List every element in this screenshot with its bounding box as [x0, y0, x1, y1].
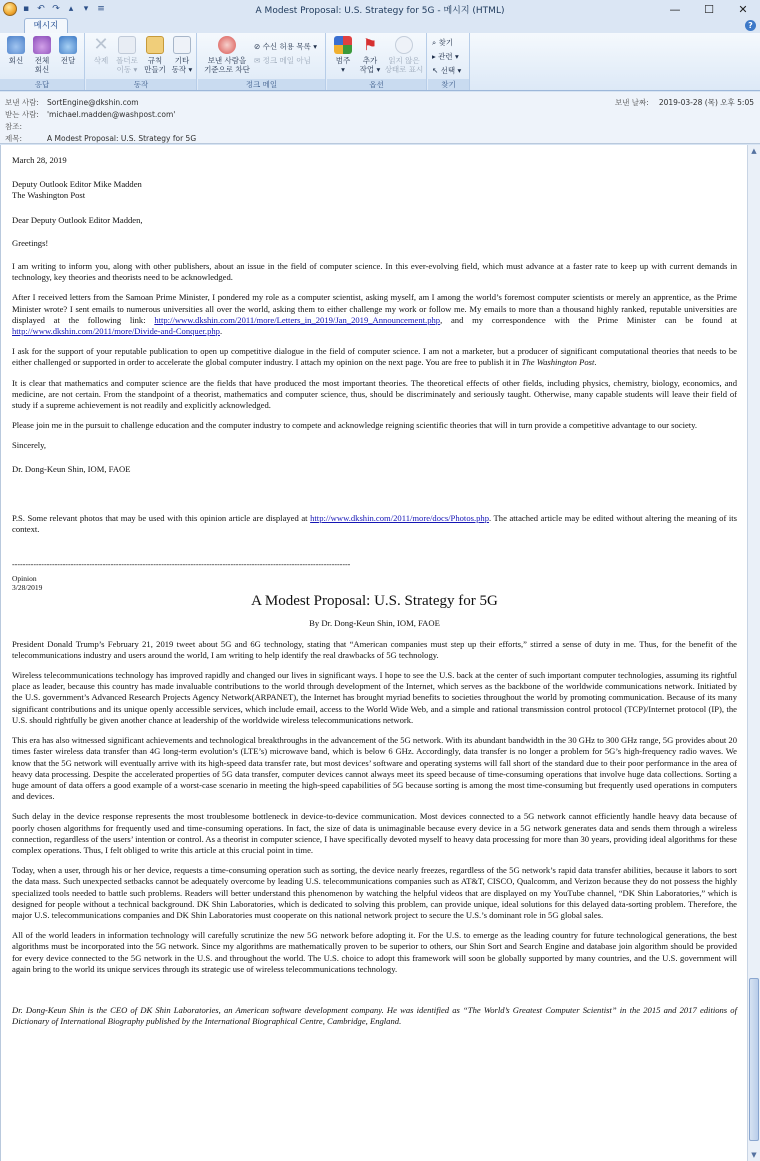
letter-paragraph: Please join me in the pursuit to challenge education and the computer industry to compete and acknowledge reigning scientific theories that will in turn provide a competitive advantage to our society. — [12, 420, 698, 431]
customize-icon[interactable]: ≡ — [97, 4, 105, 14]
from-value[interactable]: SortEngine@dkshin.com — [47, 98, 139, 107]
scroll-thumb[interactable] — [749, 978, 759, 1141]
other-actions-button[interactable]: 기타 동작 ▾ — [170, 36, 194, 74]
block-sender-button[interactable]: 보낸 사람을 기준으로 차단 — [201, 36, 253, 74]
message-header — [0, 92, 760, 144]
reply-icon — [7, 36, 25, 54]
article-paragraph: All of the world leaders in information technology will carefully scrutinize the new 5G network before adopting it. For the U.S. to emerge as the leading country for future technological generations, the best algorithms must be incorporated into the 5G network. Since my algorithms are mathematically proven to be superior to others, our Shin Sort and Search Engine and database join algorithm should be provided for every device connected to the 5G network in the U.S. and throughout the world. The U.S. choice to adopt this framework will soon be globally supported by many countries, and the U.S. government will again bring to the world its unique services through its strategic use of wireless telecommunications technology. — [12, 930, 737, 974]
categorize-button[interactable]: 범주 ▾ — [330, 36, 356, 74]
down-icon[interactable]: ▾ — [83, 4, 89, 14]
article-date: 3/28/2019 — [12, 583, 43, 593]
scroll-down-icon[interactable]: ▼ — [751, 1151, 757, 1159]
message-body[interactable] — [0, 145, 747, 1161]
group-respond — [0, 33, 85, 90]
group-junk — [198, 33, 326, 90]
letter-paragraph: It is clear that mathematics and computer science are the fields that have produced the most important theories. The theoretical effects of other fields, including physics, chemistry, biology, economics, and medicine, are not certain. From the standpoint of a theorist, mathematics and computer science, thus, should be discriminately and seriously taught. Otherwise, many capable students will leave their field of study if a supreme achievement is not readily and explicitly acknowledged. — [12, 377, 737, 411]
reply-all-icon — [33, 36, 51, 54]
group-find — [428, 33, 470, 90]
article-byline: By Dr. Dong-Keun Shin, IOM, FAOE — [309, 618, 440, 629]
delete-icon: ✕ — [93, 34, 109, 55]
help-icon[interactable]: ? — [745, 20, 756, 31]
article-paragraph: Today, when a user, through his or her device, requests a time-consuming operation such as sorting, the device nearly freezes, regardless of the 5G network’s rapid data transfer abilities, because it labors to sort the data mass. Such unexpected setbacks cannot be adequately overcome by leading U.S. telecommunications companies such as AT&T, CISCO, Qualcomm, and Verizon because they do not possess the highly specialized tools needed to battle such problems. Readers will better understand this phenomenon by watching the helpful videos that are displayed on my YouTube channel, “DK Shin Laboratories,” which is designed for people without a technical background. DK Shin Laboratories, which is dedicated to solving this problem, can provide unique, ideal solutions for this delayed data-sorting problem. Therefore, the major U.S. telecommunications companies and DK Shin Laboratories must cooperate on this national network project to secure the U.S.’s dominant role in 5G global sales. — [12, 865, 737, 920]
cc-row — [5, 121, 47, 132]
group-actions — [86, 33, 197, 90]
forward-button[interactable]: 전달 — [56, 36, 80, 65]
letter-postscript: P.S. Some relevant photos that may be used with this opinion article are displayed at http://www.dkshin.com/2011/more/docs/Photos.php. The attached article may be edited without altering the meaning of its context. — [12, 512, 737, 535]
find-button[interactable]: ⌕ 찾기 — [432, 38, 454, 47]
outlook-icon[interactable] — [3, 2, 17, 16]
article-section: Opinion — [12, 574, 37, 584]
letter-closing: Sincerely, — [12, 440, 47, 451]
to-value[interactable]: 'michael.madden@washpost.com' — [47, 110, 176, 119]
author-bio: Dr. Dong-Keun Shin is the CEO of DK Shin Laboratories, an American software development company. He was identified as “The World’s Greatest Computer Scientist” in the 2015 and 2017 editions of Dictionary of International Biography published by the International Biographical Centre, Cambridge, England. — [12, 1004, 737, 1027]
safe-list-icon: ⊘ — [254, 42, 263, 51]
group-label-actions: 동작 — [86, 79, 196, 90]
quick-access-toolbar — [0, 2, 107, 16]
ribbon — [0, 33, 760, 91]
move-to-folder-button[interactable]: 폴더로 이동 ▾ — [114, 36, 140, 74]
related-button[interactable]: ▸ 관련 ▾ — [432, 52, 459, 61]
mark-unread-button[interactable]: 읽지 않은 상태로 표시 — [384, 36, 424, 74]
letter-paragraph: After I received letters from the Samoan Prime Minister, I pondered my role as a computer scientist, asking myself, am I among the world’s foremost computer scientists or merely an apprentice, as the Prime Minister wrote? I sent emails to numerous universities all over the world, asking them to either challenge my work or follow me. My emails to more than a thousand highly ranked, reputable universities are displayed at the following link: http://www.dkshin.com/2011/more/Letters_in_2019/Jan_2019_Announcement.php, and my correspondence with the Prime Minister can be found at http://www.dkshin.com/2011/more/Divide-and-Conquer.php. — [12, 292, 737, 337]
sent-date — [615, 97, 754, 108]
group-label-options: 옵션 — [327, 79, 426, 90]
letter-paragraph: I ask for the support of your reputable publication to open up competitive dialogue in the field of computer science. I am not a marketer, but a producer of significant computational theories that needs to be either challenged or supported in order to accelerate the global computer industry. I attach my opinion on the next page. You are free to publish it in The Washington Post. — [12, 346, 737, 368]
save-icon[interactable]: ▪ — [22, 4, 30, 14]
letter-greeting: Greetings! — [12, 237, 49, 248]
letter-date: March 28, 2019 — [12, 155, 67, 165]
article-paragraph: Wireless telecommunications technology has improved rapidly and changed our lives in significant ways. I hope to see the U.S. back at the center of such important computer technologies, assuming its rightful place as leader, because this country has made invaluable contributions to the world through development of the Internet, which serves as the backbone of the worldwide communications network. Initiated by the U.S. government’s Advanced Research Projects Agency Network(ARPANET), the Internet has brought myriad benefits to societies throughout the world by promoting communication. Because of its many significant contributions and its unique openly accessible services, which include email, access to the World Wide Web, and a simple and rational transmission control protocol (TCP)/Internet protocol (IP), the U.S. should rightfully be given another chance at leadership of the worldwide wireless telecommunications network. — [12, 670, 737, 725]
cc-label: 참조: — [5, 122, 23, 131]
reply-all-button[interactable]: 전체 회신 — [30, 36, 54, 74]
restore-button[interactable]: ☐ — [704, 2, 714, 16]
separator-line: ------------------------------------------------------------------------------------------------------------------------------- — [12, 560, 351, 570]
close-button[interactable]: ✕ — [738, 2, 748, 16]
tab-message[interactable]: 메시지 — [24, 18, 68, 33]
letter-salutation: Dear Deputy Outlook Editor Madden, — [12, 214, 143, 225]
minimize-button[interactable]: — — [669, 2, 681, 16]
select-button[interactable]: ↖ 선택 ▾ — [432, 66, 462, 75]
from-label: 보낸 사람: — [5, 98, 39, 107]
not-junk-icon: ✉ — [254, 56, 263, 65]
redo-icon[interactable]: ↷ — [52, 4, 60, 14]
article-paragraph: Such delay in the device response represents the most troublesome bottleneck in device-to-device communication. Most devices connected to a 5G network cannot efficiently handle heavy data because of poorly chosen algorithms for frequently used and time-consuming operations. In fact, the size of data is unimaginable because every device in a 5G network generates data and sends them through a wireless connection, regardless of the users’ intention or control. As a theorist in computer science, I have specifically devoted myself to heavy data processing for more than 30 years, providing ideal algorithms for these complex operations. Thus, I felt obliged to write this article at this crucial point in time. — [12, 811, 737, 855]
group-label-junk: 정크 메일 — [198, 79, 325, 90]
article-paragraph: This era has also witnessed significant achievements and technological breakthroughs in the advancement of the 5G network. With its abundant bandwidth in the 30 GHz to 300 GHz range, 5G provides about 20 times faster wireless data transfer than 4G long-term evolution’s (LTE’s) microwave band, which is below 6 GHz. Accordingly, data transfer is no longer a problem for 5G’s high-frequency radio waves. We know that the 5G network will eventually arrive with its high-speed data transfer rate, but most devices’ software and operating systems will fall short of the standard due to their poor performance in the area of heavy data processing. Despite the accelerated properties of 5G data transfer, computer devices cannot always meet its speed because of time-consuming operations that involve huge data collections. Sorting a huge amount of data offers a good example of a worst-case scenario in meeting the high-speed capabilities of 5G because sorting is among the most time-consuming but frequently used operations in computers and devices. — [12, 735, 738, 802]
announcement-link[interactable]: http://www.dkshin.com/2011/more/Letters_in_2019/Jan_2019_Announcement.php — [154, 314, 441, 325]
vertical-scrollbar[interactable] — [747, 145, 760, 1161]
categorize-icon — [334, 36, 352, 54]
sent-value: 2019-03-28 (목) 오후 5:05 — [658, 98, 754, 107]
group-label-respond: 응답 — [0, 79, 84, 90]
reply-button[interactable]: 회신 — [4, 36, 28, 65]
to-label: 받는 사람: — [5, 110, 39, 119]
move-folder-icon — [118, 36, 136, 54]
article-title: A Modest Proposal: U.S. Strategy for 5G — [251, 593, 498, 610]
undo-icon[interactable]: ↶ — [37, 4, 45, 14]
binoculars-icon: ⌕ — [432, 38, 439, 47]
flag-icon: ⚑ — [362, 35, 378, 54]
subject-label: 제목: — [5, 134, 23, 143]
from-row — [5, 97, 139, 108]
group-label-find: 찾기 — [428, 79, 469, 90]
block-sender-icon — [218, 36, 236, 54]
letter-recipient: Deputy Outlook Editor Mike Madden The Washington Post — [12, 179, 142, 201]
photos-link[interactable]: http://www.dkshin.com/2011/more/docs/Photos.php — [310, 512, 489, 523]
select-icon: ↖ — [432, 66, 441, 75]
article-paragraph: President Donald Trump’s February 21, 2019 tweet about 5G and 6G technology, stating that “American companies must step up their efforts,” stirred a sense of duty in me. Thus, for the benefit of the telecommunications industry and users around the world, I am writing to help identify the real drawbacks of 5G technology. — [12, 638, 737, 660]
divide-and-conquer-link[interactable]: http://www.dkshin.com/2011/more/Divide-and-Conquer.php — [12, 326, 220, 337]
up-icon[interactable]: ▴ — [68, 4, 74, 14]
delete-button[interactable]: ✕ 삭제 — [93, 34, 109, 65]
ribbon-tabs — [0, 18, 760, 33]
sent-label: 보낸 날짜: — [614, 98, 649, 107]
follow-up-button[interactable]: ⚑ 추가 작업 ▾ — [359, 35, 381, 74]
subject-value: A Modest Proposal: U.S. Strategy for 5G — [47, 134, 197, 143]
scroll-up-icon[interactable]: ▲ — [751, 147, 757, 155]
rules-icon — [146, 36, 164, 54]
window-title: A Modest Proposal: U.S. Strategy for 5G - 메시지 (HTML) — [255, 6, 505, 16]
letter-paragraph: I am writing to inform you, along with other publishers, about an issue in the field of computer science. In this ever-evolving field, which must advance at a faster rate to keep up with current demands in technology, key theories and theorists need to be acknowledged. — [12, 261, 737, 283]
related-icon: ▸ — [432, 52, 439, 61]
safe-list-button[interactable]: ⊘ 수신 허용 목록 ▾ — [254, 42, 318, 51]
group-options — [327, 33, 427, 90]
subject-row — [5, 133, 196, 144]
other-actions-icon — [173, 36, 191, 54]
not-junk-button[interactable]: ✉ 정크 메일 아님 — [254, 56, 311, 65]
letter-signature: Dr. Dong-Keun Shin, IOM, FAOE — [12, 463, 131, 474]
forward-icon — [59, 36, 77, 54]
to-row — [5, 109, 175, 120]
title-bar — [0, 0, 760, 18]
create-rule-button[interactable]: 규칙 만들기 — [142, 36, 168, 74]
mark-unread-icon — [395, 36, 413, 54]
